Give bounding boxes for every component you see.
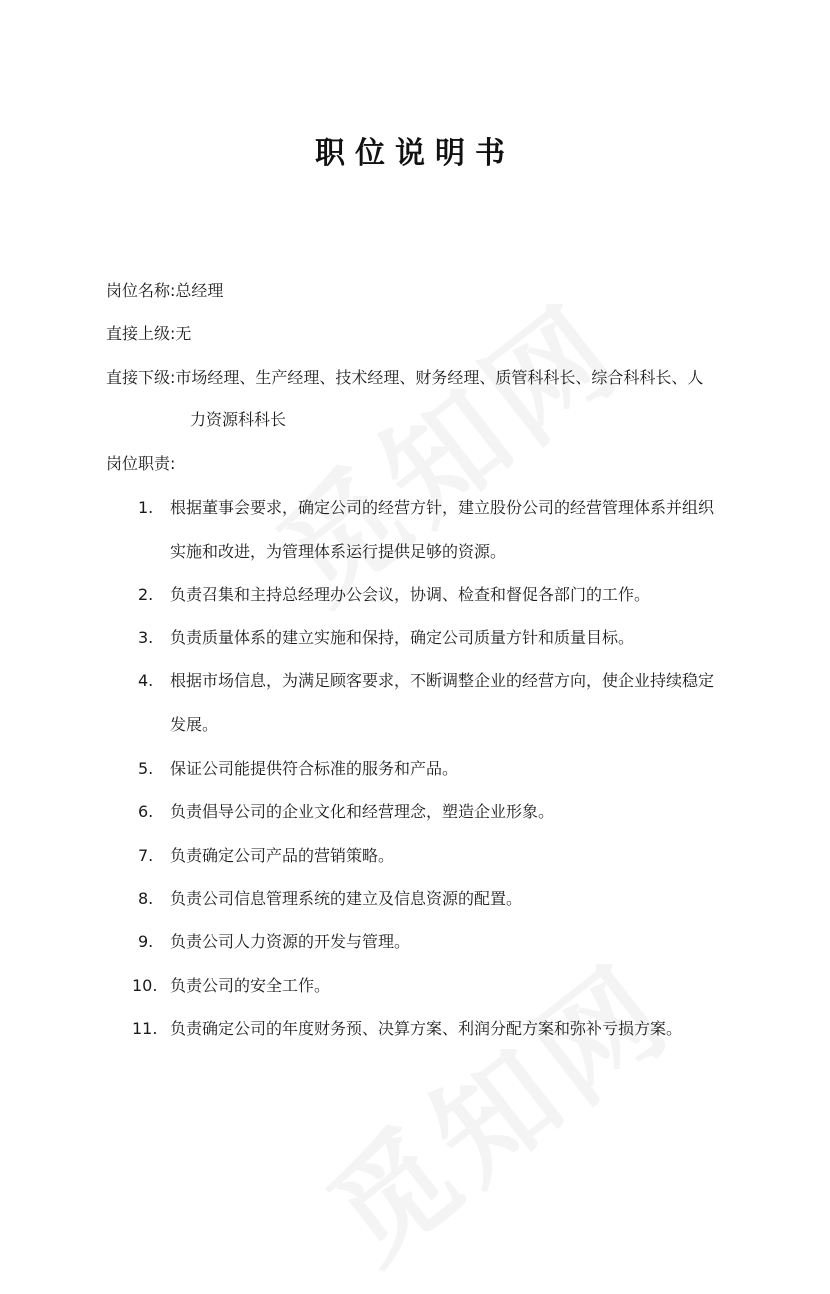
duty-text-continued: 发展。	[170, 715, 219, 734]
duty-text: 负责质量体系的建立实施和保持，确定公司质量方针和质量目标。	[170, 628, 635, 647]
superior-row	[106, 323, 191, 345]
position-name-value: 总经理	[175, 281, 224, 300]
page-title: 职位说明书	[315, 136, 515, 171]
position-name-row	[106, 280, 223, 302]
duty-text: 负责公司的安全工作。	[170, 976, 331, 995]
duty-number: 3.	[138, 628, 154, 647]
duties-label: 岗位职责:	[106, 454, 176, 473]
duty-number: 6.	[138, 802, 154, 821]
subordinate-row	[106, 367, 703, 389]
position-name-label: 岗位名称:	[106, 281, 176, 300]
duty-number: 7.	[138, 846, 154, 865]
duty-number: 8.	[138, 889, 154, 908]
duty-number: 10.	[132, 976, 158, 995]
duty-text: 负责确定公司的年度财务预、决算方案、利润分配方案和弥补亏损方案。	[170, 1019, 683, 1038]
watermark	[238, 258, 651, 634]
duty-text: 根据董事会要求，确定公司的经营方针，建立股份公司的经营管理体系并组织	[170, 498, 715, 517]
duty-text-continued: 实施和改进，为管理体系运行提供足够的资源。	[170, 542, 507, 561]
duty-number: 5.	[138, 759, 154, 778]
superior-value: 无	[175, 324, 192, 343]
duty-number: 11.	[132, 1019, 158, 1038]
duty-number: 4.	[138, 671, 154, 690]
duty-text: 负责公司人力资源的开发与管理。	[170, 932, 411, 951]
duty-number: 1.	[138, 498, 154, 517]
duty-text: 负责倡导公司的企业文化和经营理念，塑造企业形象。	[170, 802, 555, 821]
duty-text: 负责召集和主持总经理办公会议，协调、检查和督促各部门的工作。	[170, 585, 651, 604]
duty-text: 负责公司信息管理系统的建立及信息资源的配置。	[170, 889, 523, 908]
subordinate-label: 直接下级:	[106, 368, 176, 387]
duty-text: 负责确定公司产品的营销策略。	[170, 846, 395, 865]
subordinate-value-line1: 市场经理、生产经理、技术经理、财务经理、质管科科长、综合科科长、人	[175, 368, 704, 387]
duty-number: 2.	[138, 585, 154, 604]
duty-text: 根据市场信息，为满足顾客要求，不断调整企业的经营方向，使企业持续稳定	[170, 671, 715, 690]
superior-label: 直接上级:	[106, 324, 176, 343]
watermark-lower	[288, 918, 701, 1294]
duty-text: 保证公司能提供符合标准的服务和产品。	[170, 759, 459, 778]
subordinate-value-line2: 力资源科科长	[190, 410, 287, 429]
duty-number: 9.	[138, 932, 154, 951]
